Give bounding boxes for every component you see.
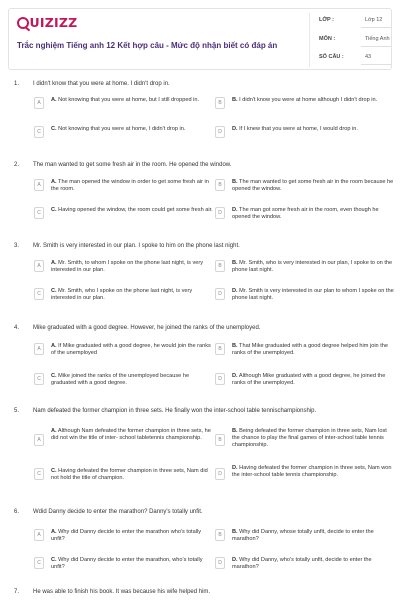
option-text: D. Mr. Smith is very interested in our plan to whom I spoke on the phone last night. [232,288,394,301]
option-letter-box: A [34,434,44,446]
question-number: 3. [14,243,20,249]
option-text: A. Mr. Smith, to whom I spoke on the phone last night, is very interested in our plan. [51,260,204,273]
option-letter-box: B [215,529,225,541]
option-text: C. Not knowing that you were at home, I didn't drop in. [51,126,186,132]
worksheet-title: Trắc nghiệm Tiếng anh 12 Kết hợp câu - Mức độ nhận biết có đáp án [17,41,278,50]
option-text: C. Why did Danny decide to enter the marathon, who's totally unfit? [51,557,203,570]
option-text: A. Although Nam defeated the former champion in three sets, he did not win the title of inter- school tabletennis championship. [51,428,211,441]
quizizz-logo: UIZIZZ [17,15,77,30]
option-text: D. Why did Danny, who's totally unfit, decide to enter the marathon? [232,557,372,570]
meta-value: Tiếng Anh [365,36,390,42]
option-letter-box: C [34,468,44,480]
question-text: Nam defeated the former champion in three sets. He finally won the inter-school table tennischampionship. [33,408,317,414]
option-letter-box: D [215,288,225,300]
meta-value: Lớp 12 [365,17,383,23]
option-letter-box: C [34,373,44,385]
question-number: 1. [14,81,20,87]
option-letter-box: A [34,343,44,355]
question-number: 4. [14,325,20,331]
option-text: D. If I knew that you were at home, I would drop in. [232,126,358,132]
option-letter-box: C [34,288,44,300]
question-text: Mike graduated with a good degree. However, he joined the ranks of the unemployed. [33,325,261,331]
meta-row-class [319,17,391,35]
option-text: B. Why did Danny, whose totally unfit, decide to enter the marathon? [232,529,374,542]
question-text: Mr. Smith is very interested in our plan. I spoke to him on the phone last night. [33,243,240,249]
question-text: The man wanted to get some fresh air in the room. He opened the window. [33,162,232,168]
question-number: 6. [14,509,20,515]
option-text: C. Mr. Smith, who I spoke on the phone last night, is very interested in our plan. [51,288,193,301]
option-letter-box: C [34,557,44,569]
option-letter-box: C [34,207,44,219]
question-text: I didn't know that you were at home. I didn't drop in. [33,81,170,87]
option-text: B. That Mike graduated with a good degree helped him join the ranks of the unemployed. [232,343,388,356]
option-letter-box: D [215,373,225,385]
option-text: D. Although Mike graduated with a good degree, he joined the ranks of the unemployed. [232,373,386,386]
option-letter-box: B [215,434,225,446]
meta-underline [361,46,391,47]
question-number: 2. [14,162,20,168]
question-text: Wdid Danny decide to enter the marathon? Danny's totally unfit. [33,509,203,515]
header-divider [309,13,310,67]
option-letter-box: B [215,260,225,272]
option-letter-box: C [34,126,44,138]
option-letter-box: D [215,557,225,569]
option-text: C. Having defeated the former champion in three sets, Nam did not hold the title of champion. [51,468,208,481]
meta-key: LỚP : [319,17,334,23]
worksheet-meta [319,9,393,71]
meta-row-count [319,54,391,72]
option-text: A. The man opened the window in order to get some fresh air in the room. [51,179,209,192]
option-text: B. Being defeated the former champion in three sets, Nam lost the chance to play the final games of inter-school table tennis championship. [232,428,387,448]
option-letter-box: D [215,207,225,219]
option-letter-box: A [34,529,44,541]
option-text: D. Having defeated the former champion in three sets, Nam won the inter-school table tennis championship. [232,465,392,478]
option-text: B. The man wanted to get some fresh air in the room because he opened the window. [232,179,394,192]
option-letter-box: A [34,260,44,272]
option-text: C. Having opened the window, the room could get some fresh air. [51,207,213,213]
question-number: 5. [14,408,20,414]
option-text: A. Not knowing that you were at home, but I still dropped in. [51,97,200,103]
meta-value: 43 [365,54,372,60]
option-text: A. Why did Danny decide to enter the marathon who's totally unfit? [51,529,202,542]
option-letter-box: A [34,97,44,109]
option-letter-box: A [34,179,44,191]
worksheet-header [8,8,392,70]
option-text: B. Mr. Smith, who is very interested in our plan, I spoke to on the phone last night. [232,260,393,273]
option-text: D. The man got some fresh air in the room, even though he opened the window. [232,207,379,220]
meta-key: SỐ CÂU : [319,54,344,60]
question-text: He was able to finish his book. It was because his wife helped him. [33,589,211,595]
option-letter-box: D [215,126,225,138]
option-text: C. Mike joined the ranks of the unemployed because he graduated with a good degree. [51,373,190,386]
option-letter-box: B [215,343,225,355]
question-number: 7. [14,589,20,595]
option-text: A. If Mike graduated with a good degree, he would join the ranks of the unemployed [51,343,211,356]
meta-underline [361,64,391,65]
option-letter-box: B [215,97,225,109]
meta-row-subject [319,36,391,54]
option-letter-box: D [215,468,225,480]
option-letter-box: B [215,179,225,191]
meta-underline [361,27,391,28]
meta-key: MÔN : [319,36,336,42]
option-text: B. I didn't know you were at home although I didn't drop in. [232,97,378,103]
